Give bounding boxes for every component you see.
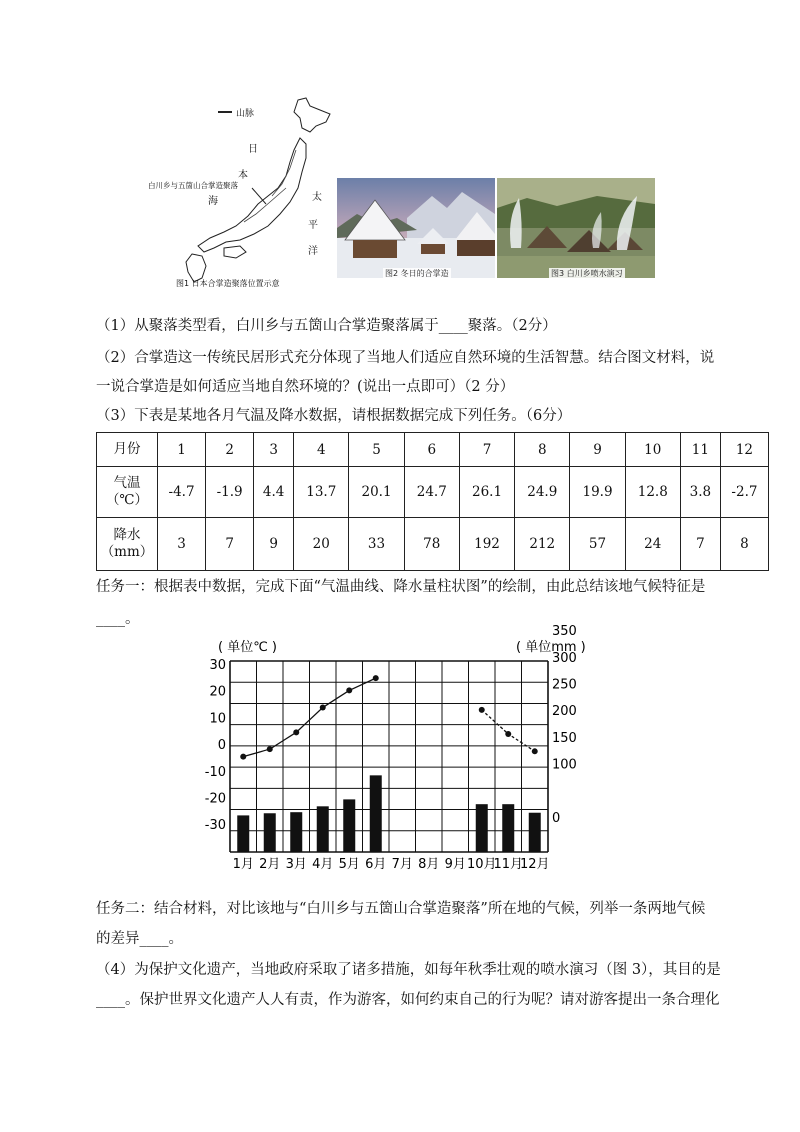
precipitation-cell: 212: [515, 518, 570, 571]
month-cell: 10: [625, 433, 680, 467]
map-sea-char-1: 日: [248, 144, 258, 155]
temperature-cell: -4.7: [158, 467, 206, 518]
month-cell: 2: [206, 433, 254, 467]
temperature-label-line-1: 气温: [113, 475, 141, 491]
map-settlement-label: 白川乡与五箇山合掌造聚落: [148, 181, 238, 190]
temperature-label: [97, 467, 158, 518]
precipitation-bar: [370, 775, 382, 852]
month-cell: 11: [680, 433, 720, 467]
precipitation-cell: 33: [349, 518, 404, 571]
map-ocean-char-3: 洋: [308, 246, 318, 257]
precipitation-label: [97, 518, 158, 571]
temperature-point: [532, 748, 538, 754]
month-cell: 3: [254, 433, 294, 467]
temperature-point: [240, 754, 246, 760]
table-row-months: [97, 433, 769, 467]
temperature-point: [346, 687, 352, 693]
chart-month-label: 4月: [312, 857, 334, 872]
precipitation-cell: 7: [680, 518, 720, 571]
chart-right-tick-label: 300: [552, 650, 577, 666]
task-1-line-2: ____。: [96, 611, 140, 627]
map-legend-mountain: 山脉: [236, 109, 255, 119]
temperature-cell: 4.4: [254, 467, 294, 518]
precipitation-bar: [476, 804, 488, 852]
question-2-line-1: （2）合掌造这一传统民居形式充分体现了当地人们适应自然环境的生活智慧。结合图文材料，说: [96, 350, 715, 366]
climate-chart: [196, 624, 596, 874]
month-header: 月份: [97, 433, 158, 467]
temperature-cell: 20.1: [349, 467, 404, 518]
month-cell: 5: [349, 433, 404, 467]
precipitation-bar: [529, 813, 541, 852]
table-row-precipitation: [97, 518, 769, 571]
month-cell: 8: [515, 433, 570, 467]
winter-photo-illustration: [337, 178, 495, 278]
precipitation-cell: 9: [254, 518, 294, 571]
chart-month-label: 10月: [466, 857, 497, 872]
precipitation-cell: 7: [206, 518, 254, 571]
temperature-cell: 24.9: [515, 467, 570, 518]
temperature-cell: 3.8: [680, 467, 720, 518]
precipitation-cell: 20: [294, 518, 349, 571]
chart-month-label: 7月: [391, 857, 413, 872]
chart-month-label: 5月: [338, 857, 360, 872]
temperature-cell: 19.9: [570, 467, 625, 518]
chart-month-label: 3月: [285, 857, 307, 872]
japan-map-figure: [140, 92, 335, 290]
temperature-cell: 24.7: [404, 467, 459, 518]
temperature-cell: -2.7: [720, 467, 768, 518]
precipitation-bar: [237, 815, 249, 852]
precipitation-cell: 192: [459, 518, 514, 571]
chart-left-tick-label: 30: [209, 658, 226, 673]
climate-data-table: [96, 432, 769, 571]
temperature-point: [267, 746, 273, 752]
task-2-line-2: 的差异____。: [96, 931, 183, 947]
water-photo-illustration: [497, 178, 655, 278]
chart-month-label: 6月: [365, 857, 387, 872]
chart-left-tick-label: 20: [209, 684, 226, 700]
temperature-cell: -1.9: [206, 467, 254, 518]
temperature-cell: 26.1: [459, 467, 514, 518]
japan-map-drawing: [140, 92, 335, 290]
chart-left-tick-label: -30: [204, 818, 226, 834]
month-cell: 4: [294, 433, 349, 467]
question-1: （1）从聚落类型看，白川乡与五箇山合掌造聚落属于____聚落。（2分）: [96, 318, 557, 334]
chart-right-tick-label: 250: [552, 677, 577, 693]
month-cell: 9: [570, 433, 625, 467]
chart-left-tick-label: -10: [204, 764, 226, 780]
temperature-cell: 12.8: [625, 467, 680, 518]
temperature-point: [373, 675, 379, 681]
water-drill-photo: [497, 178, 655, 278]
precipitation-bar: [317, 806, 329, 852]
question-4-line-1: （4）为保护文化遗产，当地政府采取了诸多措施，如每年秋季壮观的喷水演习（图 3），其目的是: [96, 962, 721, 978]
chart-left-tick-label: 10: [209, 711, 226, 727]
chart-month-label: 9月: [444, 857, 466, 872]
chart-right-unit-label: ( 单位mm ): [516, 640, 586, 655]
temperature-cell: 13.7: [294, 467, 349, 518]
map-ocean-char-2: 平: [308, 220, 318, 231]
precipitation-cell: 3: [158, 518, 206, 571]
temperature-point: [320, 705, 326, 711]
question-3: （3）下表是某地各月气温及降水数据，请根据数据完成下列任务。（6分）: [96, 408, 572, 424]
temperature-point: [293, 729, 299, 735]
precipitation-bar: [502, 804, 514, 852]
precipitation-label-line-2: （mm）: [100, 544, 154, 560]
chart-right-tick-label: 0: [552, 811, 561, 826]
temperature-point: [479, 707, 485, 713]
chart-right-tick-label: 150: [552, 730, 577, 746]
chart-left-tick-label: 0: [217, 738, 226, 754]
temperature-label-line-2: （℃）: [105, 492, 149, 508]
chart-month-label: 11月: [493, 857, 524, 872]
winter-gassho-photo: [337, 178, 495, 278]
chart-month-label: 1月: [232, 857, 254, 872]
precipitation-bar: [343, 799, 355, 852]
chart-month-label: 8月: [418, 857, 440, 872]
chart-right-tick-label: 350: [552, 624, 577, 640]
map-sea-char-3: 海: [208, 196, 218, 207]
map-ocean-char-1: 太: [312, 192, 322, 203]
map-sea-char-2: 本: [238, 170, 248, 181]
water-caption: 图3 白川乡喷水演习: [551, 269, 623, 278]
chart-left-tick-label: -20: [204, 791, 226, 807]
month-cell: 7: [459, 433, 514, 467]
chart-right-tick-label: 100: [552, 757, 577, 773]
chart-left-unit-label: ( 单位℃ ): [218, 640, 278, 655]
temperature-curve: [482, 710, 535, 751]
task-1-line-1: 任务一：根据表中数据，完成下面“气温曲线、降水量柱状图”的绘制，由此总结该地气候特征是: [96, 579, 706, 595]
temperature-point: [505, 731, 511, 737]
precipitation-bar: [290, 812, 302, 852]
precipitation-cell: 8: [720, 518, 768, 571]
precipitation-cell: 24: [625, 518, 680, 571]
task-2-line-1: 任务二：结合材料，对比该地与“白川乡与五箇山合掌造聚落”所在地的气候，列举一条两地气候: [96, 901, 706, 917]
precipitation-cell: 78: [404, 518, 459, 571]
chart-right-tick-label: 200: [552, 704, 577, 720]
winter-caption: 图2 冬日的合掌造: [385, 269, 449, 278]
precipitation-cell: 57: [570, 518, 625, 571]
map-caption: 图1 日本合掌造聚落位置示意: [176, 279, 280, 288]
precipitation-bar: [264, 813, 276, 852]
question-2-line-2: 一说合掌造是如何适应当地自然环境的？(说出一点即可）（2 分）: [96, 379, 515, 395]
month-cell: 6: [404, 433, 459, 467]
question-4-line-2: ____。保护世界文化遗产人人有责，作为游客，如何约束自己的行为呢？请对游客提出一条合理化: [96, 992, 720, 1008]
table-row-temperature: [97, 467, 769, 518]
month-cell: 1: [158, 433, 206, 467]
month-cell: 12: [720, 433, 768, 467]
chart-month-label: 12月: [519, 857, 550, 872]
chart-month-label: 2月: [259, 857, 281, 872]
precipitation-label-line-1: 降水: [113, 527, 141, 543]
